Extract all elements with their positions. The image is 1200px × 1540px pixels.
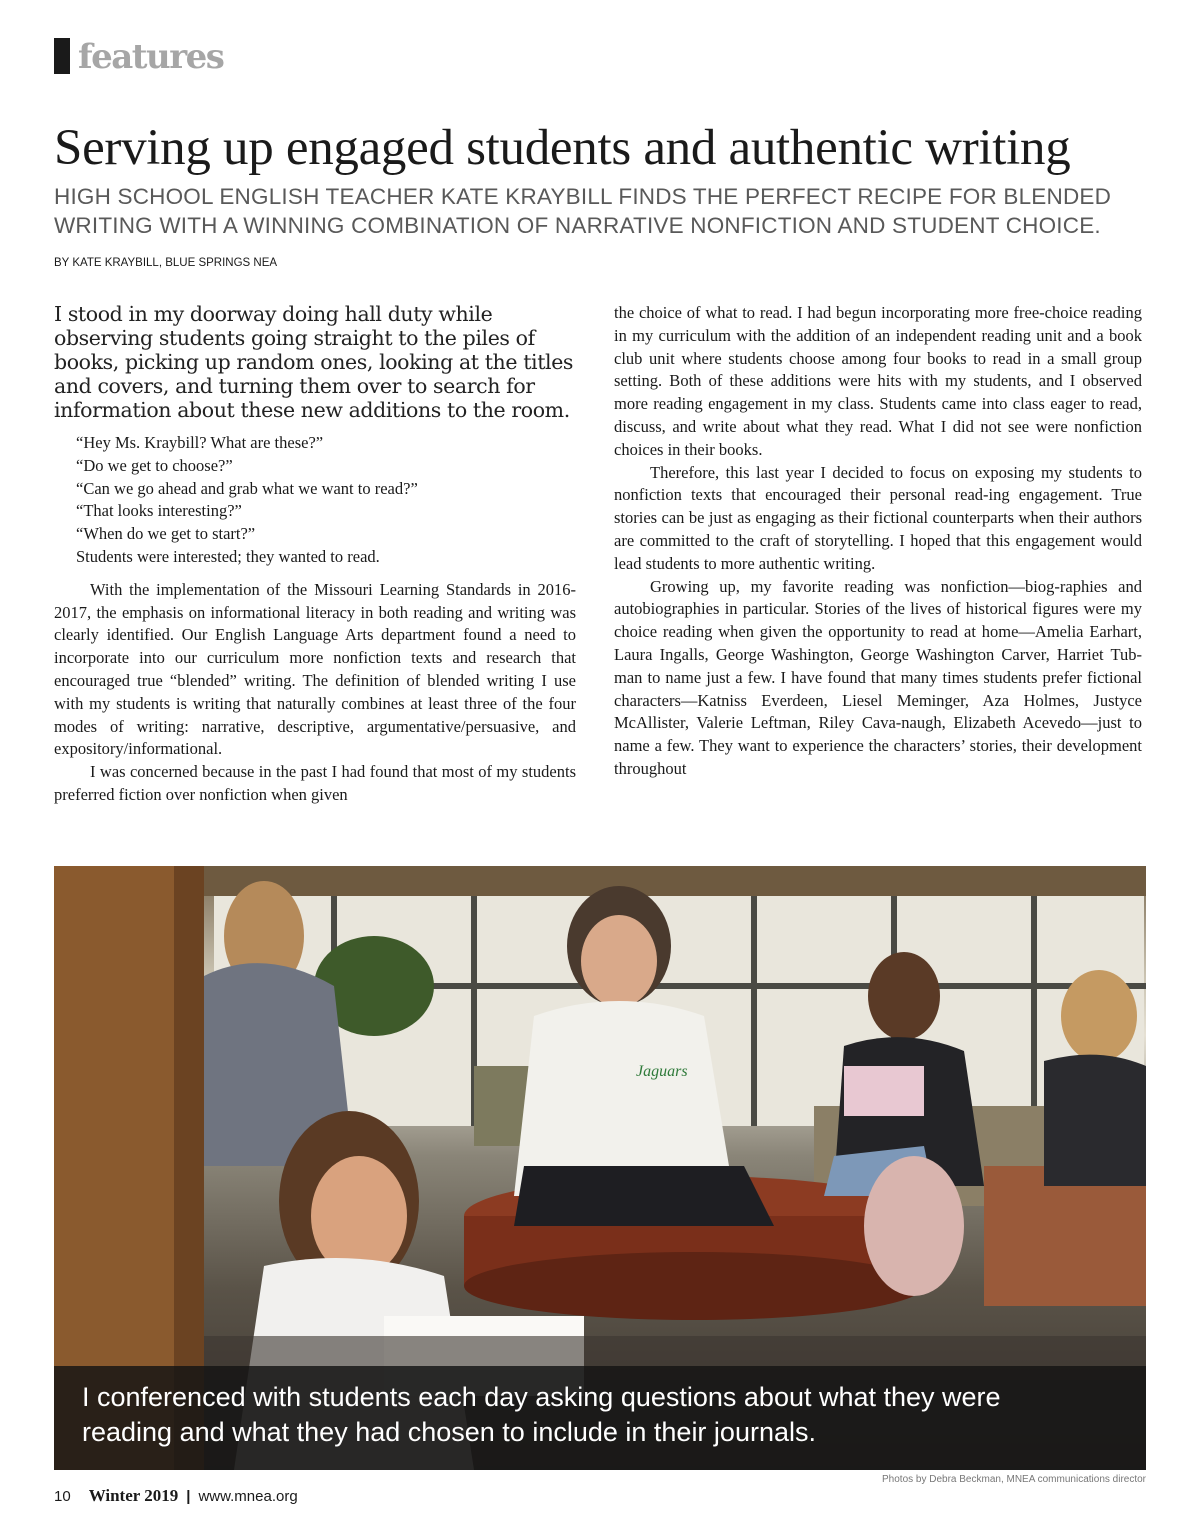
- page-number: 10: [54, 1488, 71, 1505]
- quote-line: “That looks interesting?”: [76, 501, 242, 521]
- classroom-photo: [54, 866, 1146, 1470]
- quote-line: “When do we get to start?”: [76, 524, 256, 544]
- section-bar: [54, 38, 70, 74]
- page-footer: [54, 1486, 298, 1506]
- section-tag: [54, 36, 224, 77]
- quote-line: Students were interested; they wanted to read.: [76, 546, 380, 566]
- body-paragraph: the choice of what to read. I had begun incorporating more free-choice reading in my curriculum with the addition of an independent reading unit and a book club unit where students choose among four books to read in a small group setting. Both of these additions were hits with my students, and I observed more reading engagement in my class. Students came into class eager to read, discuss, and write about what they read. What I did not see were nonfiction choices in their books.: [614, 303, 1142, 459]
- body-paragraph: With the implementation of the Missouri Learning Standards in 2016-2017, the emphasis on informational literacy in both reading and writing was clearly identified. Our English Language Arts department found a need to incorporate into our curriculum more nonfiction texts and research that encouraged true “blended” writing. The definition of blended writing I use with my students is writing that naturally combines at least three of the four modes of writing: narrative, descriptive, argumentative/persuasive, and expository/informational.: [54, 579, 576, 759]
- website-link[interactable]: www.mnea.org: [198, 1488, 298, 1505]
- caption-band: [54, 1366, 1146, 1470]
- photo-caption: I conferenced with students each day asking questions about what they were reading and what they had chosen to include in their journals.: [82, 1382, 1001, 1447]
- student-quotes: [76, 432, 576, 569]
- quote-line: “Can we go ahead and grab what we want to read?”: [76, 478, 418, 498]
- article-headline: Serving up engaged students and authentic writing: [54, 120, 1071, 176]
- quote-line: “Do we get to choose?”: [76, 455, 233, 475]
- article-byline: BY KATE KRAYBILL, BLUE SPRINGS NEA: [54, 257, 278, 269]
- article-lede: I stood in my doorway doing hall duty while observing students going straight to the piles of books, picking up random ones, looking at the titles and covers, and turning them over to search for information about these new additions to the room.: [54, 302, 574, 422]
- body-paragraph: Therefore, this last year I decided to focus on exposing my students to nonfiction texts that encouraged their personal read-ing engagement. True stories can be just as engaging as their fictional counterparts when their authors are committed to the craft of storytelling. I hoped that this engagement would lead students to more authentic writing.: [614, 462, 1142, 573]
- section-label: features: [78, 37, 224, 77]
- footer-separator: |: [186, 1488, 191, 1505]
- shirt-logo: Jaguars: [636, 1063, 688, 1080]
- issue-label: Winter 2019: [88, 1486, 179, 1505]
- body-paragraph: I was concerned because in the past I had found that most of my students preferred fiction over nonfiction when given: [54, 762, 576, 804]
- quote-line: “Hey Ms. Kraybill? What are these?”: [76, 433, 324, 452]
- right-column: [614, 302, 1142, 781]
- photo-credit: Photos by Debra Beckman, MNEA communications director: [882, 1474, 1146, 1485]
- left-column: [54, 302, 576, 807]
- article-deck: HIGH SCHOOL ENGLISH TEACHER KATE KRAYBILL FINDS THE PERFECT RECIPE FOR BLENDED WRITING WITH A WINNING COMBINATION OF NARRATIVE NONFICTION AND STUDENT CHOICE.: [54, 184, 1112, 238]
- body-paragraph: Growing up, my favorite reading was nonfiction—biog-raphies and autobiographies in particular. Stories of the lives of historical figures were my choice reading when given the opportunity to read at home—Amelia Earhart, Laura Ingalls, George Washington, George Washington Carver, Harriet Tub-man to name just a few. I have found that many times students prefer fictional characters—Katniss Everdeen, Liesel Meminger, Aza Holmes, Justyce McAllister, Valerie Leftman, Riley Cava-naugh, Elizabeth Acevedo—just to name a few. They want to experience the characters’ stories, their development throughout: [614, 576, 1142, 778]
